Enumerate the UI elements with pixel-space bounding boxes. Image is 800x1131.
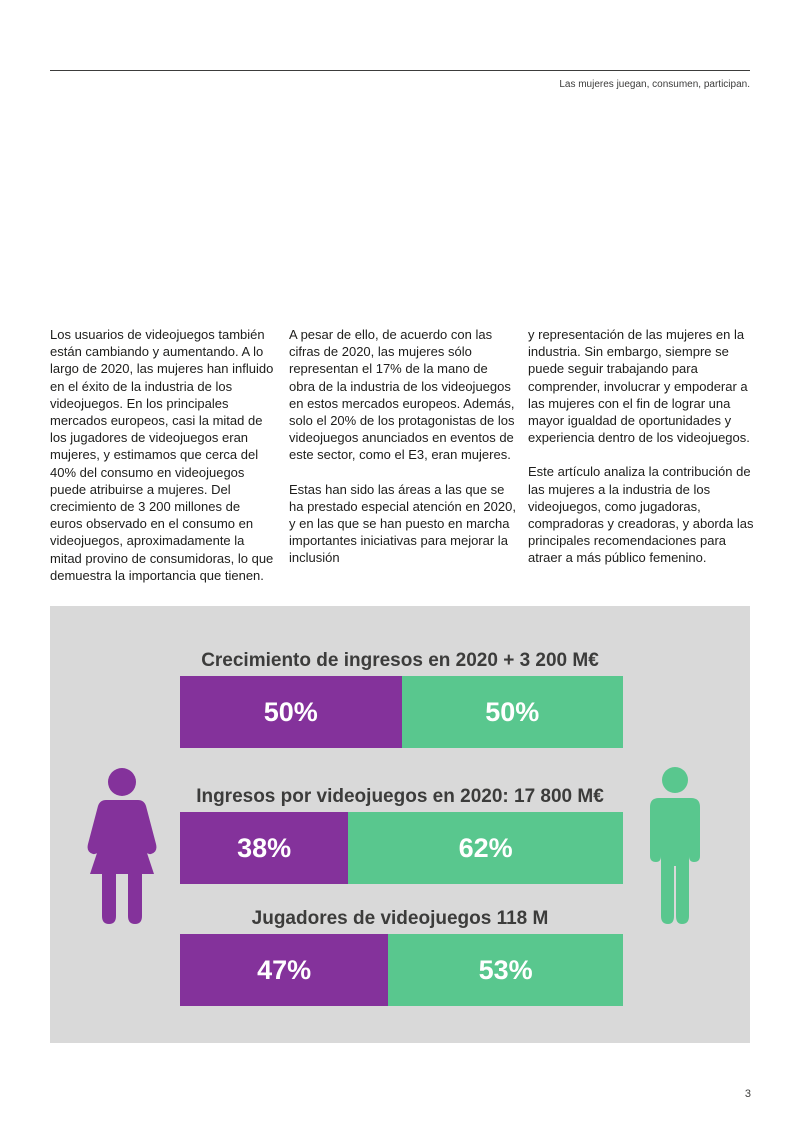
stacked-bar-players: [180, 934, 623, 1006]
paragraph: A pesar de ello, de acuerdo con las cifras de 2020, las mujeres sólo representan el 17% de la mano de obra de la industria de los videojuegos en estos mercados europeos. Además, solo el 20% de los protagonistas de los videojuegos anunciados en eventos de este sector, como el E3, eran mujeres.: [289, 327, 515, 463]
chart-title-revenue-total: Ingresos por videojuegos en 2020: 17 800 M€: [196, 786, 604, 807]
bar-segment-men: [388, 934, 623, 1006]
man-figure-icon: [645, 766, 705, 926]
paragraph: Este artículo analiza la contribución de las mujeres a la industria de los videojuegos, como jugadoras, compradoras y creadoras, y aborda las principales recomendaciones para atraer a más público femenino.: [528, 464, 754, 566]
stacked-bar-revenue-growth: [180, 676, 623, 748]
bar-segment-men: [348, 812, 623, 884]
data-label: 62%: [458, 832, 513, 863]
bar-segment-women: [180, 812, 348, 884]
paragraph: y representación de las mujeres en la industria. Sin embargo, siempre se puede seguir trabajando para comprender, involucrar y empoderar a las mujeres con el fin de lograr una mayor igualdad de oportunidades y experiencia dentro de los videojuegos.: [528, 327, 750, 446]
header-rule: [50, 70, 750, 71]
data-label: 50%: [263, 696, 318, 727]
bar-segment-women: [180, 934, 388, 1006]
bar-segment-men: [402, 676, 624, 748]
page-number: 3: [744, 1088, 751, 1100]
running-title: Las mujeres juegan, consumen, participan.: [559, 79, 750, 90]
data-label: 50%: [485, 696, 540, 727]
paragraph: Los usuarios de videojuegos también están cambiando y aumentando. A lo largo de 2020, las mujeres han influido en el éxito de la industria de los videojuegos. En los principales mercados europeos, casi la mitad de los jugadores de videojuegos eran mujeres, y estimamos que cerca del 40% del consumo en videojuegos puede atribuirse a mujeres. Del crecimiento de 3 200 millones de euros observado en el consumo en videojuegos, aproximadamente la mitad provino de consumidoras, lo que demuestra la importancia que tienen.: [50, 327, 274, 583]
text-column-3: [528, 326, 754, 567]
bar-segment-women: [180, 676, 402, 748]
text-column-1: [50, 326, 276, 584]
data-label: 47%: [257, 954, 312, 985]
stacked-bar-revenue-total: [180, 812, 623, 884]
infographic-panel: [50, 606, 750, 1043]
chart-title-revenue-growth: Crecimiento de ingresos en 2020 + 3 200 M€: [201, 650, 599, 671]
paragraph: Estas han sido las áreas a las que se ha prestado especial atención en 2020, y en las que se han puesto en marcha importantes iniciativas para mejorar la inclusión: [289, 481, 516, 566]
chart-title-players: Jugadores de videojuegos 118 M: [251, 908, 549, 929]
text-column-2: [289, 326, 517, 567]
data-label: 38%: [237, 832, 292, 863]
data-label: 53%: [478, 954, 533, 985]
